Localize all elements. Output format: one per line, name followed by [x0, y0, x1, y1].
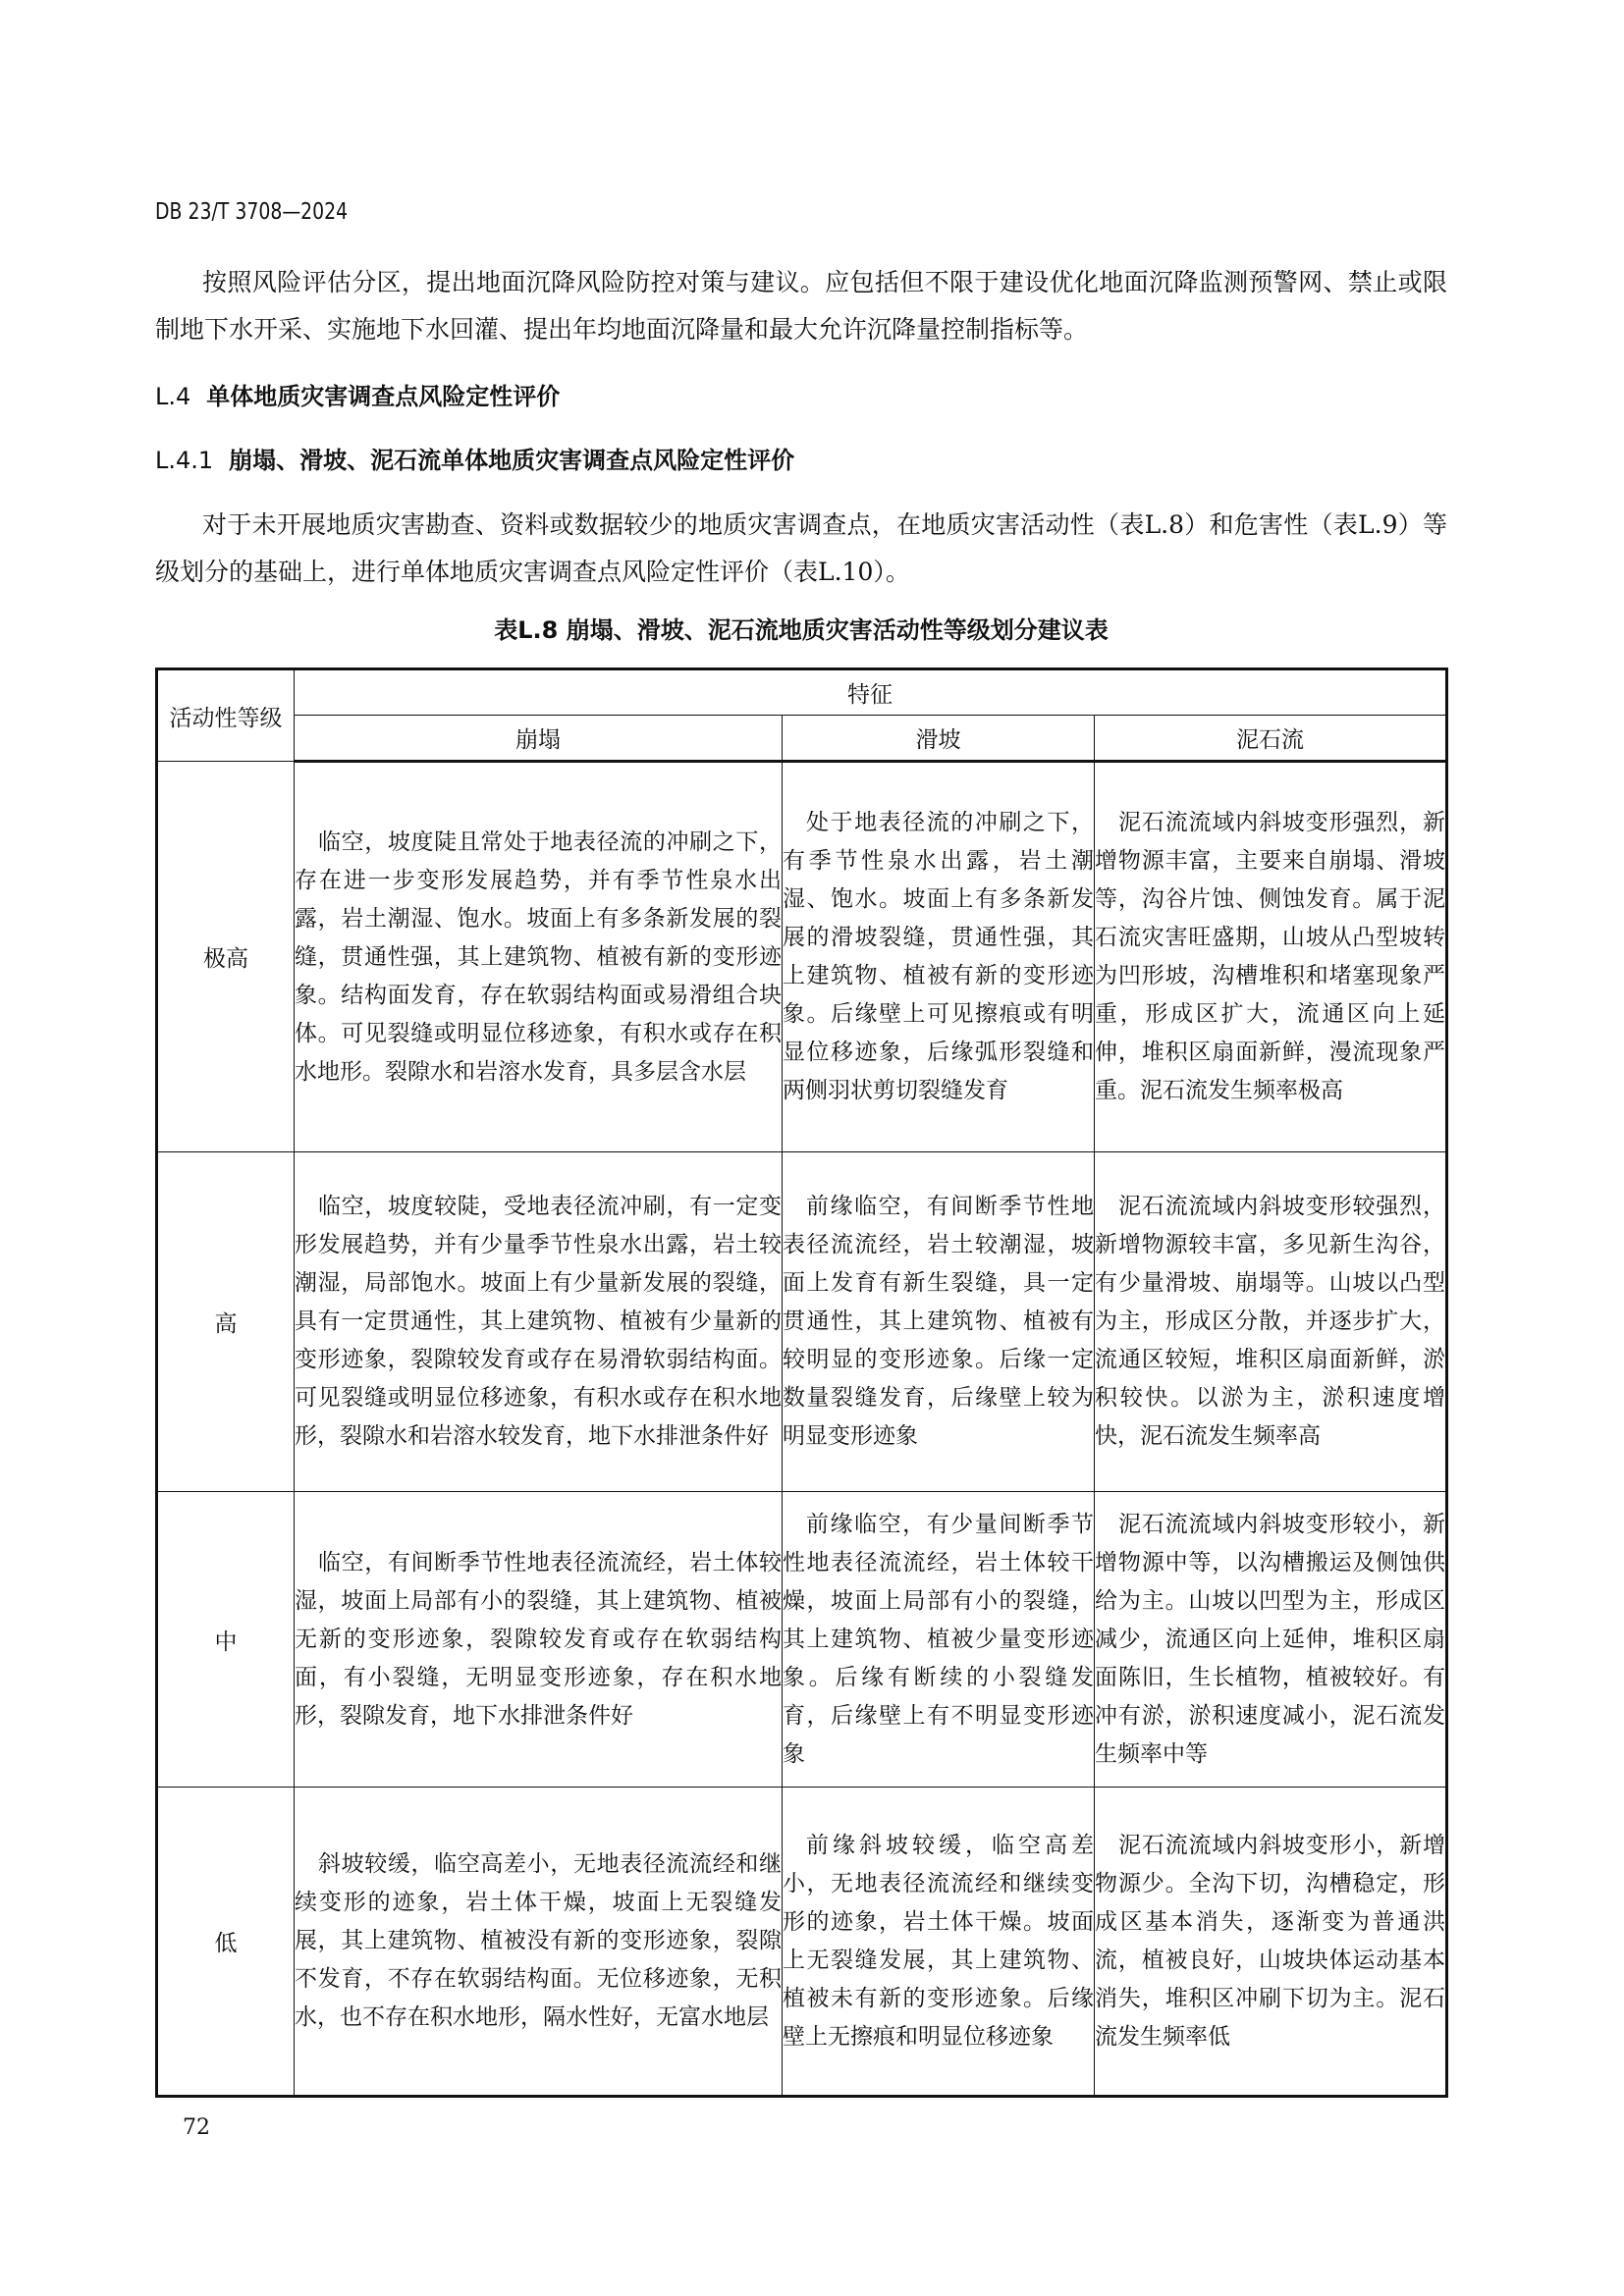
- level-cell: 极高: [157, 762, 295, 1152]
- level-cell: 高: [157, 1152, 295, 1492]
- landslide-cell: 处于地表径流的冲刷之下，有季节性泉水出露，岩土潮湿、饱水。坡面上有多条新发展的滑坡裂缝，贯通性强，其上建筑物、植被有新的变形迹象。后缘壁上可见擦痕或有明显位移迹象，后缘弧形裂缝和两侧羽状剪切裂缝发育: [783, 762, 1095, 1152]
- collapse-cell: 临空，有间断季节性地表径流流经，岩土体较湿，坡面上局部有小的裂缝，其上建筑物、植被无新的变形迹象，裂隙较发育或存在软弱结构面，有小裂缝，无明显变形迹象，存在积水地形，裂隙发育，地下水排泄条件好: [295, 1492, 783, 1788]
- section-number: L.4: [155, 383, 191, 410]
- collapse-cell: 临空，坡度陡且常处于地表径流的冲刷之下，存在进一步变形发展趋势，并有季节性泉水出露，岩土潮湿、饱水。坡面上有多条新发展的裂缝，贯通性强，其上建筑物、植被有新的变形迹象。结构面发育，存在软弱结构面或易滑组合块体。可见裂缝或明显位移迹象，有积水或存在积水地形。裂隙水和岩溶水发育，具多层含水层: [295, 762, 783, 1152]
- header-collapse: 崩塌: [295, 716, 783, 762]
- level-cell: 中: [157, 1492, 295, 1788]
- debris-flow-cell: 泥石流流域内斜坡变形小，新增物源少。全沟下切，沟槽稳定，形成区基本消失，逐渐变为普通洪流，植被良好，山坡块体运动基本消失，堆积区冲刷下切为主。泥石流发生频率低: [1095, 1788, 1447, 2097]
- header-feature: 特征: [295, 669, 1447, 716]
- table-row: [157, 1152, 1447, 1492]
- document-id: DB 23/T 3708—2024: [155, 199, 349, 225]
- intro-paragraph: 按照风险评估分区，提出地面沉降风险防控对策与建议。应包括但不限于建设优化地面沉降监测预警网、禁止或限制地下水开采、实施地下水回灌、提出年均地面沉降量和最大允许沉降量控制指标等。: [155, 268, 1447, 344]
- header-landslide: 滑坡: [783, 716, 1095, 762]
- section-heading-l41: [155, 441, 794, 475]
- collapse-cell: 斜坡较缓，临空高差小，无地表径流流经和继续变形的迹象，岩土体干燥，坡面上无裂缝发展，其上建筑物、植被没有新的变形迹象，裂隙不发育，不存在软弱结构面。无位移迹象，无积水，也不存在积水地形，隔水性好，无富水地层: [295, 1788, 783, 2097]
- header-activity-level: 活动性等级: [157, 669, 295, 762]
- landslide-cell: 前缘临空，有间断季节性地表径流流经，岩土较潮湿，坡面上发育有新生裂缝，具一定贯通性，其上建筑物、植被有较明显的变形迹象。后缘一定数量裂缝发育，后缘壁上较为明显变形迹象: [783, 1152, 1095, 1492]
- debris-flow-cell: 泥石流流域内斜坡变形较强烈，新增物源较丰富，多见新生沟谷，有少量滑坡、崩塌等。山坡以凸型为主，形成区分散，并逐步扩大，流通区较短，堆积区扇面新鲜，淤积较快。以淤为主，淤积速度增快，泥石流发生频率高: [1095, 1152, 1447, 1492]
- table-row: [157, 762, 1447, 1152]
- section-title: 单体地质灾害调查点风险定性评价: [206, 383, 561, 410]
- section-heading-l4: [155, 377, 560, 411]
- header-debris-flow: 泥石流: [1095, 716, 1447, 762]
- table-row: [157, 1788, 1447, 2097]
- landslide-cell: 前缘临空，有少量间断季节性地表径流流经，岩土体较干燥，坡面上局部有小的裂缝，其上建筑物、植被少量变形迹象。后缘有断续的小裂缝发育，后缘壁上有不明显变形迹象: [783, 1492, 1095, 1788]
- section-title: 崩塌、滑坡、泥石流单体地质灾害调查点风险定性评价: [229, 447, 795, 474]
- section-number: L.4.1: [155, 447, 214, 474]
- debris-flow-cell: 泥石流流域内斜坡变形强烈，新增物源丰富，主要来自崩塌、滑坡等，沟谷片蚀、侧蚀发育。属于泥石流灾害旺盛期，山坡从凸型坡转为凹形坡，沟槽堆积和堵塞现象严重，形成区扩大，流通区向上延伸，堆积区扇面新鲜，漫流现象严重。泥石流发生频率极高: [1095, 762, 1447, 1152]
- level-cell: 低: [157, 1788, 295, 2097]
- activity-level-table: [155, 667, 1448, 2098]
- collapse-cell: 临空，坡度较陡，受地表径流冲刷，有一定变形发展趋势，并有少量季节性泉水出露，岩土较潮湿，局部饱水。坡面上有少量新发展的裂缝，具有一定贯通性，其上建筑物、植被有少量新的变形迹象，裂隙较发育或存在易滑软弱结构面。可见裂缝或明显位移迹象，有积水或存在积水地形，裂隙水和岩溶水较发育，地下水排泄条件好: [295, 1152, 783, 1492]
- debris-flow-cell: 泥石流流域内斜坡变形较小，新增物源中等，以沟槽搬运及侧蚀供给为主。山坡以凹型为主，形成区减少，流通区向上延伸，堆积区扇面陈旧，生长植物，植被较好。有冲有淤，淤积速度减小，泥石流发生频率中等: [1095, 1492, 1447, 1788]
- table-caption: 表L.8 崩塌、滑坡、泥石流地质灾害活动性等级划分建议表: [494, 616, 1109, 644]
- landslide-cell: 前缘斜坡较缓，临空高差小，无地表径流流经和继续变形的迹象，岩土体干燥。坡面上无裂缝发展，其上建筑物、植被未有新的变形迹象。后缘壁上无擦痕和明显位移迹象: [783, 1788, 1095, 2097]
- table-row: [157, 1492, 1447, 1788]
- page-number: 72: [183, 2115, 210, 2140]
- l41-body-paragraph: 对于未开展地质灾害勘查、资料或数据较少的地质灾害调查点，在地质灾害活动性（表L.8）和危害性（表L.9）等级划分的基础上，进行单体地质灾害调查点风险定性评价（表L.10）。: [155, 510, 1447, 586]
